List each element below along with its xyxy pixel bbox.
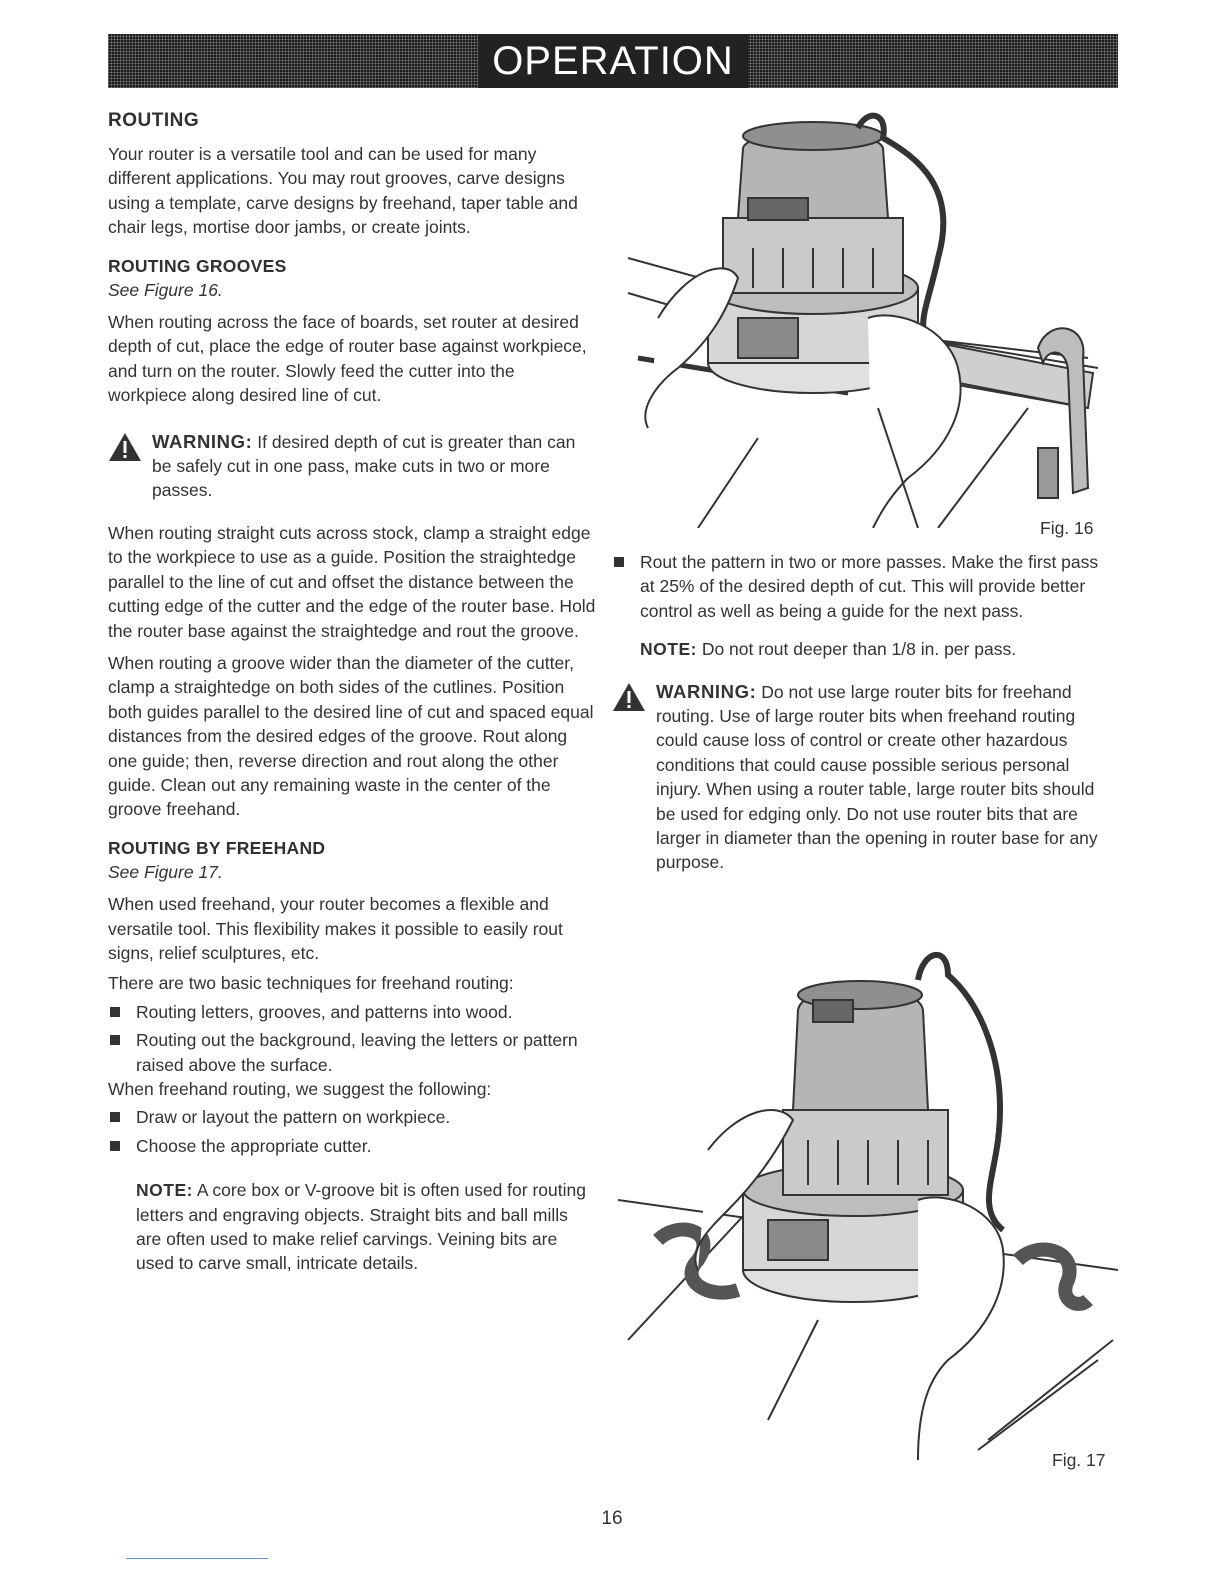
note-label: NOTE: — [136, 1180, 193, 1201]
routing-intro-paragraph: Your router is a versatile tool and can be used for many different applications. You may rout grooves, carve designs using a template, carve designs by freehand, taper table and chair legs, mortise door jambs, or create joints. — [108, 144, 578, 238]
note-label: NOTE: — [640, 639, 697, 660]
note-text: A core box or V-groove bit is often used for routing letters and engraving objects. Straight bits and ball mills are often used to make relief carvings. Veining bits are used to carve small, intricate details. — [136, 1180, 586, 1274]
see-figure-17: See Figure 17. — [108, 861, 223, 882]
freehand-suggestions-intro: When freehand routing, we suggest the following: — [108, 1079, 492, 1099]
warning-depth-of-cut — [108, 430, 598, 503]
note-depth-per-pass — [612, 637, 1112, 661]
warning-text: Do not use large router bits for freehand routing. Use of large router bits when freehand routing could cause loss of control or create other hazardous conditions that could cause possible serious personal injury. When using a router table, large router bits should be used for edging only. Do not use router bits that are larger in diameter than the opening in router base for any purpose. — [656, 681, 1098, 873]
bullet-square-icon — [110, 1035, 120, 1045]
bullet-square-icon — [110, 1112, 120, 1122]
list-item: Routing out the background, leaving the letters or pattern raised above the surface. — [108, 1028, 598, 1077]
right-column — [612, 550, 1112, 875]
bullet-square-icon — [110, 1007, 120, 1017]
routing-heading: ROUTING — [108, 110, 200, 131]
figure-16-caption: Fig. 16 — [1040, 518, 1094, 538]
warning-text: If desired depth of cut is greater than can be safely cut in one pass, make cuts in two or more passes. — [152, 431, 576, 501]
warning-large-bits — [612, 680, 1112, 875]
grooves-paragraph-1: When routing across the face of boards, set router at desired depth of cut, place the edge of router base against workpiece, and turn on the router. Slowly feed the cutter into the workpiece along desired line of cut. — [108, 312, 587, 406]
figure-17-caption: Fig. 17 — [1052, 1450, 1106, 1470]
warning-triangle-icon — [108, 432, 142, 462]
warning-label: WARNING: — [152, 430, 253, 452]
list-item: Draw or layout the pattern on workpiece. — [108, 1105, 598, 1129]
section-title: OPERATION — [478, 34, 748, 88]
bullet-square-icon — [614, 557, 624, 567]
grooves-paragraph-2: When routing straight cuts across stock, clamp a straight edge to the workpiece to use as a guide. Position the straightedge parallel to the line of cut and offset the distance between the cutting edge of the cutter and the edge of the router base. Hold the router base against the straightedge and rout the groove. — [108, 522, 596, 641]
routing-grooves-heading: ROUTING GROOVES — [108, 255, 287, 276]
page-number: 16 — [601, 1508, 623, 1529]
footer-divider — [126, 1558, 268, 1559]
figure-16-illustration — [618, 108, 1118, 528]
grooves-paragraph-3: When routing a groove wider than the diameter of the cutter, clamp a straightedge on both sides of the cutlines. Position both guides parallel to the desired line of cut and spaced equal distances from the desired edges of the groove. Rout along one guide; then, reverse direction and rout along the other guide. Clean out any remaining waste in the center of the groove freehand. — [108, 652, 594, 820]
warning-triangle-icon — [612, 682, 646, 712]
see-figure-16: See Figure 16. — [108, 279, 223, 300]
section-banner — [108, 34, 1118, 88]
list-item: Routing letters, grooves, and patterns into wood. — [108, 1000, 598, 1024]
list-item: Choose the appropriate cutter. — [108, 1134, 598, 1158]
freehand-techniques-intro: There are two basic techniques for freehand routing: — [108, 973, 514, 994]
note-bits — [108, 1178, 598, 1276]
left-column — [108, 108, 598, 1276]
warning-label: WARNING: — [656, 680, 757, 702]
routing-freehand-heading: ROUTING BY FREEHAND — [108, 837, 326, 858]
bullet-square-icon — [110, 1141, 120, 1151]
freehand-paragraph-1: When used freehand, your router becomes a flexible and versatile tool. This flexibility makes it possible to easily rout signs, relief sculptures, etc. — [108, 894, 563, 963]
figure-17-illustration — [618, 940, 1118, 1460]
note-text: Do not rout deeper than 1/8 in. per pass. — [701, 639, 1017, 660]
list-item: Rout the pattern in two or more passes. Make the first pass at 25% of the desired depth of cut. This will provide better control as well as being a guide for the next pass. — [612, 550, 1112, 623]
